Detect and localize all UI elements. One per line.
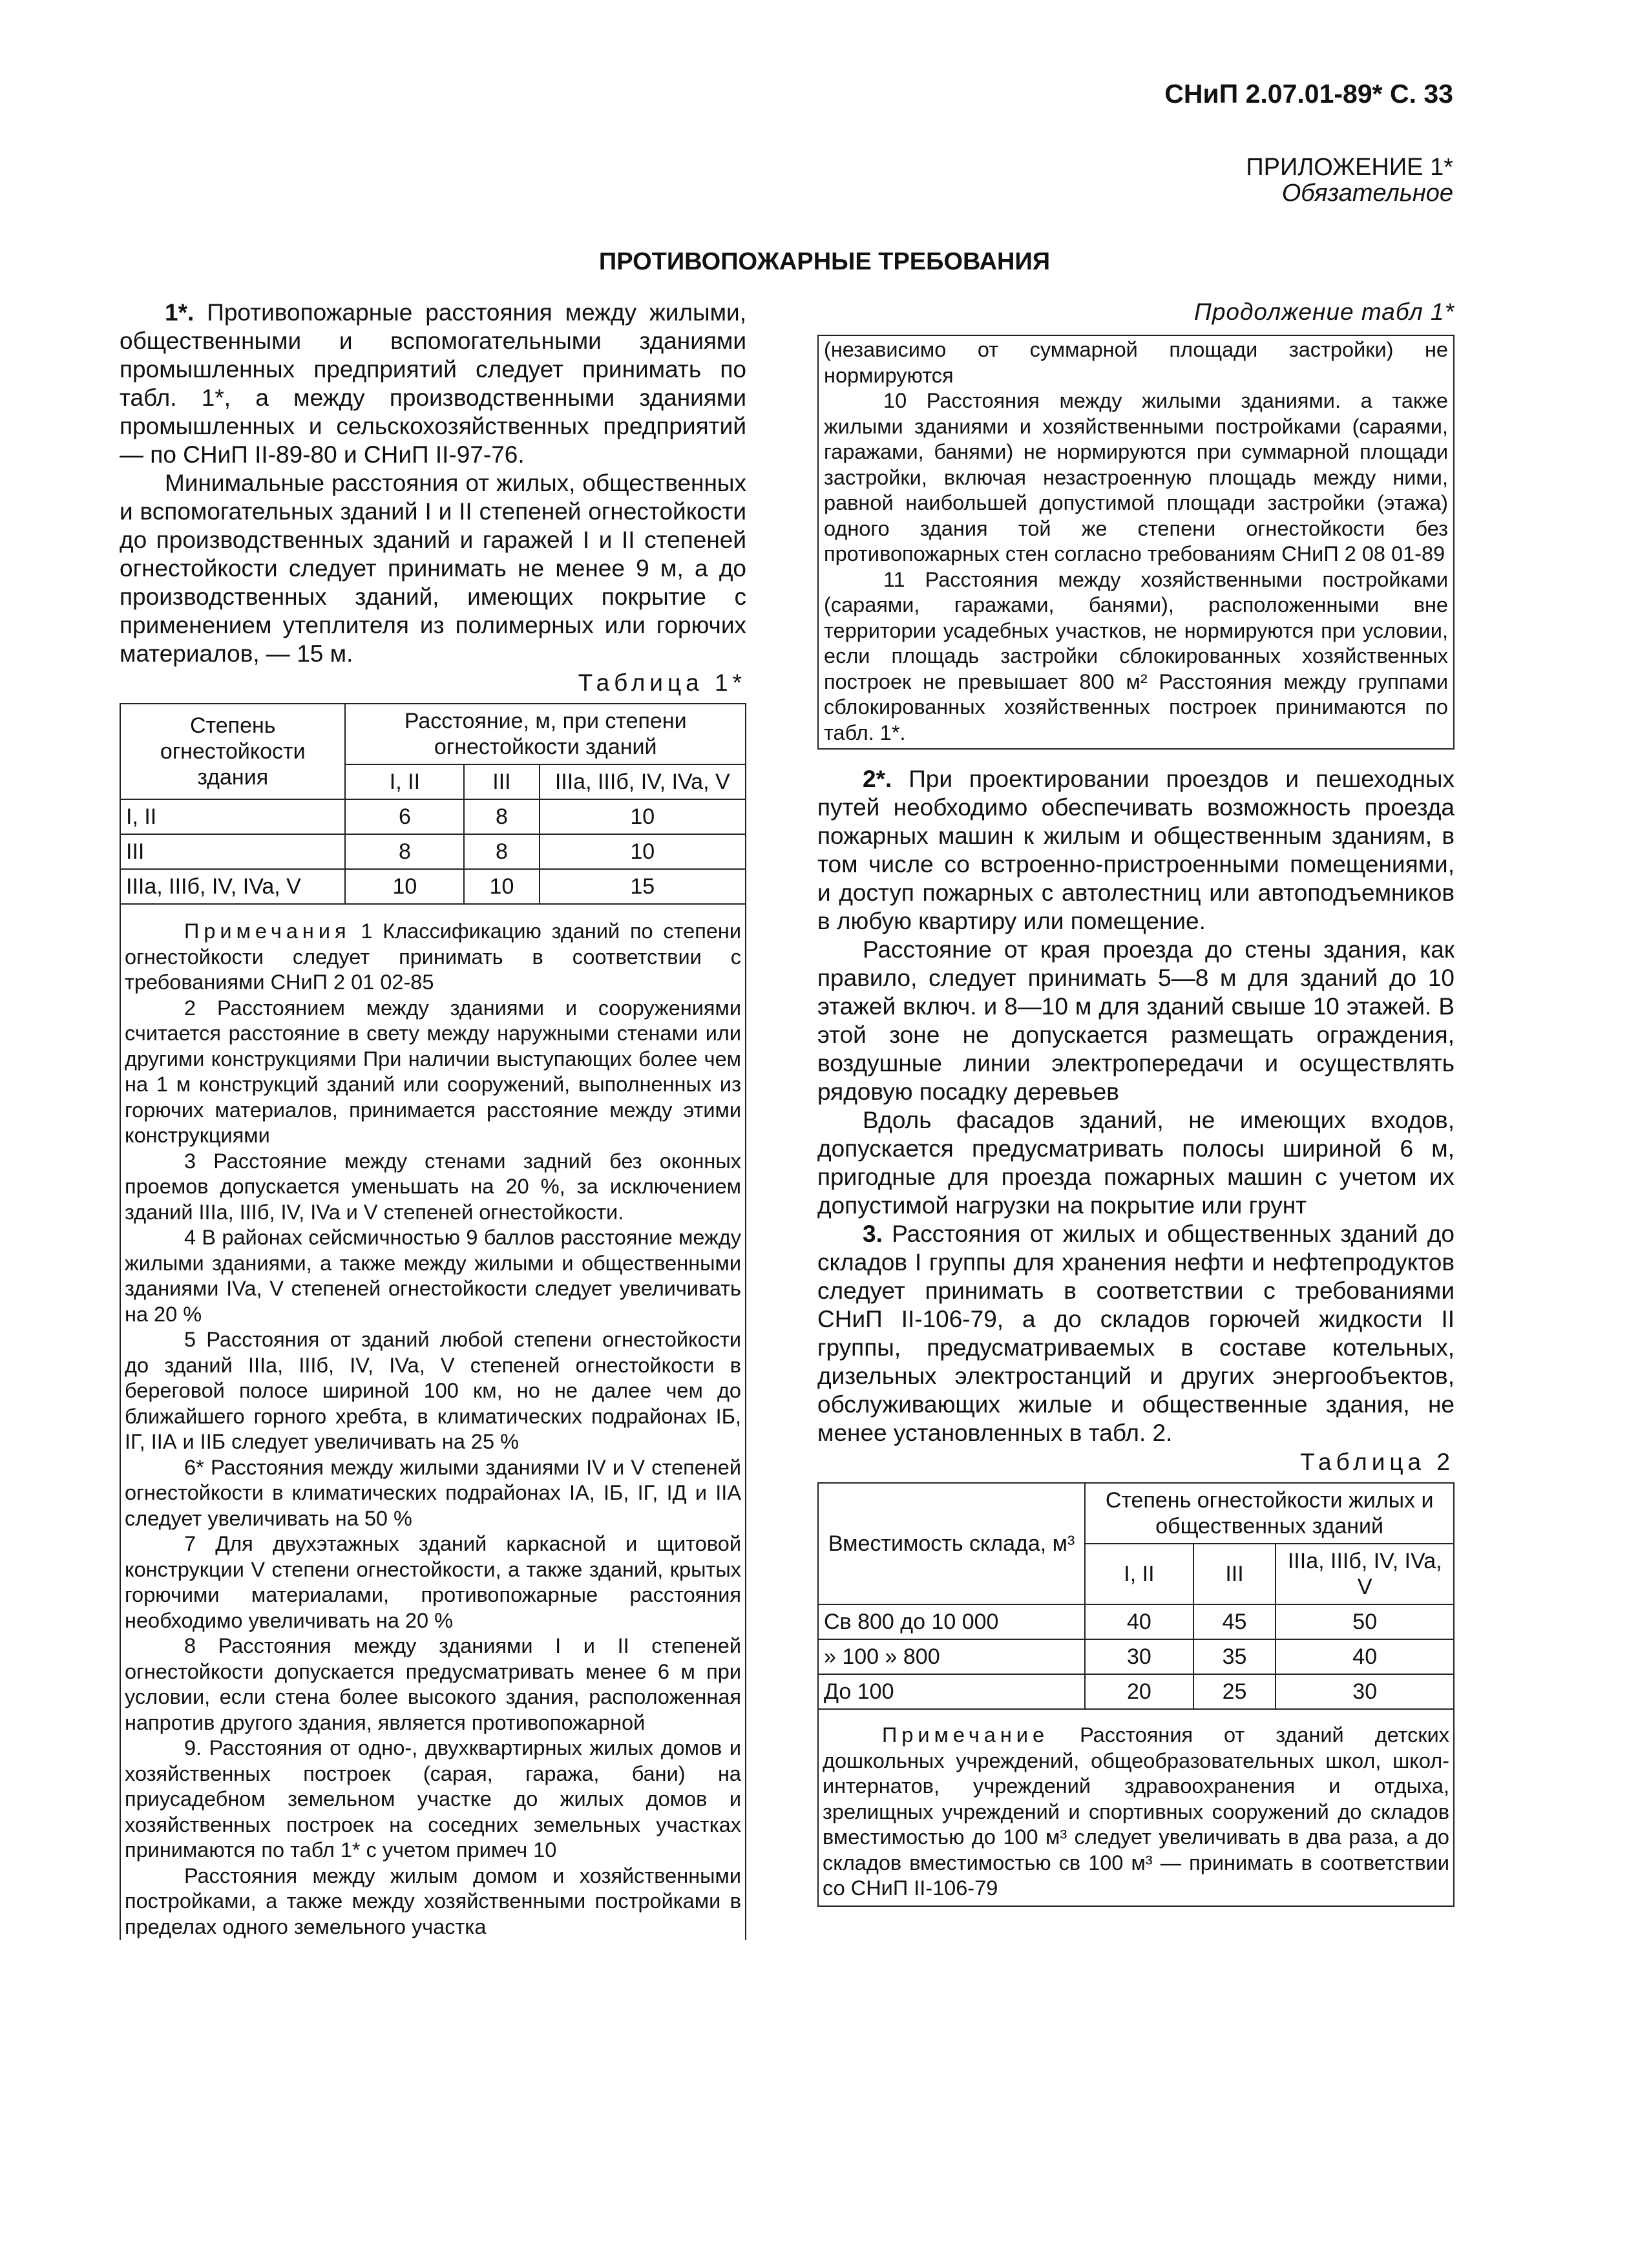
table-2 xyxy=(817,1482,1455,1710)
paragraph-1-text: Противопожарные расстояния между жилыми, общественными и вспомогательными зданиями промышленных предприятий следует принимать по табл. 1*, а между производственными зданиями промышленных и сельскохозяйственных предприятий — по СНиП II-89-80 и СНиП II-97-76. xyxy=(120,299,747,468)
note-10: 10 Расстояния между жилыми зданиями. а также жилыми зданиями и хозяйственными постройками (сараями, гаражами, банями) не нормируются при суммарной площади застройки, включая незастроенную площадь между ними, равной наибольшей допустимой площади застройки (этажа) одного здания той же степени огнестойкости без противопожарных стен согласно требованиям СНиП 2 08 01-89 xyxy=(824,389,1448,565)
table-cell: Св 800 до 10 000 xyxy=(818,1604,1085,1639)
table-cell: 30 xyxy=(1276,1674,1454,1709)
left-column xyxy=(120,299,746,1940)
table-cell: III xyxy=(120,834,345,869)
table-cell: 10 xyxy=(540,799,746,834)
table-cell: 30 xyxy=(1085,1639,1193,1674)
note-9: 9. Расстояния от одно-, двухквартирных жилых домов и хозяйственных построек (сарая, гаража, бани) на приусадебном земельном участке до жилых домов и хозяйственных построек на соседних земельных участках принимаются по табл 1* с учетом примеч 10 xyxy=(125,1736,741,1862)
table-cell: 45 xyxy=(1193,1604,1276,1639)
appendix-status: Обязательное xyxy=(1281,180,1453,207)
table-1-continuation-label: Продолжение табл 1* xyxy=(1194,299,1455,325)
table-2-notes xyxy=(817,1710,1455,1907)
note-9-continued: Расстояния между жилым домом и хозяйственными постройками, а также между хозяйственными постройками в пределах одного земельного участка xyxy=(125,1864,741,1938)
table-1-header-col0: Степень огнестойкости здания xyxy=(120,704,345,799)
note-5: 5 Расстояния от зданий любой степени огнестойкости до зданий IIIa, IIIб, IV, IVa, V степеней огнестойкости в береговой полосе шириной 100 км, но не далее чем до ближайшего горного хребта, в климатических подрайонах IБ, IГ, IIА и IIБ следует увеличивать на 25 % xyxy=(125,1328,741,1453)
note-1: Примечания 1 Классификацию зданий по степени огнестойкости следует принимать в соответствии с требованиями СНиП 2 01 02-85 xyxy=(125,919,742,994)
note-7: 7 Для двухэтажных зданий каркасной и щитовой конструкции V степени огнестойкости, а также зданий, крытых горючими материалами, противопожарные расстояния необходимо увеличивать на 20 % xyxy=(125,1532,741,1632)
table-cell: 8 xyxy=(464,834,539,869)
table-cell: » 100 » 800 xyxy=(818,1639,1085,1674)
table-cell: IIIa, IIIб, IV, IVa, V xyxy=(120,869,345,904)
note-11: 11 Расстояния между хозяйственными постройками (сараями, гаражами, банями), расположенными вне территории усадебных участков, не нормируются при условии, если площадь застройки сблокированных хозяйственных построек не превышает 800 м² Расстояния между группами сблокированных хозяйственных построек принимаются по табл. 1*. xyxy=(824,567,1448,744)
paragraph-1 xyxy=(120,299,746,469)
table-cell: 10 xyxy=(464,869,539,904)
note-3: 3 Расстояние между стенами задний без оконных проемов допускается уменьшать на 20 %, за исключением зданий IIIa, IIIб, IV, IVa и V степеней огнестойкости. xyxy=(125,1149,741,1224)
table-2-label: Таблица 2 xyxy=(1300,1449,1455,1475)
table-cell: До 100 xyxy=(818,1674,1085,1709)
table-row xyxy=(120,869,746,904)
table-1-continuation xyxy=(817,335,1455,750)
table-cell: 50 xyxy=(1276,1604,1454,1639)
table-row xyxy=(818,1639,1454,1674)
table-2-header-col0: Вместимость склада, м³ xyxy=(818,1483,1085,1604)
table-cell: 8 xyxy=(464,799,539,834)
table-cell: 6 xyxy=(345,799,464,834)
table-cell: 20 xyxy=(1085,1674,1193,1709)
table-cell: 35 xyxy=(1193,1639,1276,1674)
note-4: 4 В районах сейсмичностью 9 баллов расстояние между жилыми зданиями, а также между жилыми и общественными зданиями IVa, V степеней огнестойкости следует увеличивать на 20 % xyxy=(125,1226,741,1326)
table-row xyxy=(818,1604,1454,1639)
table-2-subheader: III xyxy=(1193,1544,1276,1604)
paragraph-facades: Вдоль фасадов зданий, не имеющих входов, допускается предусматривать полосы шириной 6 м, пригодные для проезда пожарных машин с учетом их допустимой нагрузки на покрытие или грунт xyxy=(817,1107,1455,1219)
table-2-note: Примечание Расстояния от зданий детских дошкольных учреждений, общеобразовательных школ, школ-интернатов, учреждений здравоохранения и отдыха, зрелищных учреждений и спортивных сооружений до складов вместимостью до 100 м³ следует увеличивать в два раза, а до складов вместимостью св 100 м³ — принимать в соответствии со СНиП II-106-79 xyxy=(823,1723,1449,1900)
table-1-label: Таблица 1* xyxy=(578,669,746,696)
paragraph-3-number: 3. xyxy=(863,1221,883,1247)
table-row xyxy=(120,799,746,834)
table-cell: 25 xyxy=(1193,1674,1276,1709)
table-cell: 8 xyxy=(345,834,464,869)
table-cell: 15 xyxy=(540,869,746,904)
paragraph-1-number: 1*. xyxy=(165,299,194,326)
table-1 xyxy=(120,703,746,905)
paragraph-3: 3. Расстояния от жилых и общественных зданий до складов I группы для хранения нефти и нефтепродуктов следует принимать в соответствии с требованиями СНиП II-106-79, а до складов горючей жидкости II группы, предусматриваемых в составе котельных, дизельных электростанций и других энергообъектов, обслуживающих жилые и общественные здания, не менее установленных в табл. 2. xyxy=(817,1221,1455,1446)
table-cell: 10 xyxy=(540,834,746,869)
document-reference: СНиП 2.07.01-89* С. 33 xyxy=(1164,79,1453,109)
paragraph-2-number: 2*. xyxy=(863,766,892,792)
paragraph-min-distances-text: Минимальные расстояния от жилых, общественных и вспомогательных зданий I и II степеней огнестойкости до производственных зданий и гаражей I и II степеней огнестойкости следует принимать не менее 9 м, а до производственных зданий, имеющих покрытие с применением утеплителя из полимерных или горючих материалов, — 15 м. xyxy=(120,470,746,667)
table-2-header-group: Степень огнестойкости жилых и общественных зданий xyxy=(1085,1483,1454,1544)
table-1-subheader: IIIa, IIIб, IV, IVa, V xyxy=(540,764,746,799)
table-1-subheader: I, II xyxy=(345,764,464,799)
page-title: ПРОТИВОПОЖАРНЫЕ ТРЕБОВАНИЯ xyxy=(598,248,1051,275)
table-cell: 40 xyxy=(1085,1604,1193,1639)
table-row xyxy=(818,1674,1454,1709)
appendix-label: ПРИЛОЖЕНИЕ 1* xyxy=(1246,154,1453,181)
table-1-notes xyxy=(120,905,746,1940)
note-heading: Примечание xyxy=(882,1723,1049,1747)
right-column xyxy=(817,299,1455,1907)
paragraph-min-distances xyxy=(120,469,746,668)
notes-heading: Примечания xyxy=(184,919,351,943)
table-1-subheader: III xyxy=(464,764,539,799)
table-cell: 10 xyxy=(345,869,464,904)
table-1-header-group: Расстояние, м, при степени огнестойкости зданий xyxy=(345,704,746,764)
note-6: 6* Расстояния между жилыми зданиями IV и V степеней огнестойкости в климатических подрайонах IА, IБ, IГ, IД и IIА следует увеличивать на 50 % xyxy=(125,1455,741,1530)
paragraph-2: 2*. При проектировании проездов и пешеходных путей необходимо обеспечивать возможность проезда пожарных машин к жилым и общественным зданиям, в том числе со встроенно-пристроенными помещениями, и доступ пожарных с автолестниц или автоподъемников в любую квартиру или помещение. xyxy=(817,766,1455,934)
note-8: 8 Расстояния между зданиями I и II степеней огнестойкости допускается предусматривать менее 6 м при условии, если стена более высокого здания, расположенная напротив другого здания, является противопожарной xyxy=(125,1634,741,1734)
note-continuation: (независимо от суммарной площади застройки) не нормируются xyxy=(824,338,1448,387)
note-2: 2 Расстоянием между зданиями и сооружениями считается расстояние в свету между наружными стенами или другими конструкциями При наличии выступающих более чем на 1 м конструкций зданий или сооружений, выполненных из горючих материалов, принимается расстояние между этими конструкциями xyxy=(125,996,741,1147)
table-row xyxy=(120,834,746,869)
paragraph-driveway: Расстояние от края проезда до стены здания, как правило, следует принимать 5—8 м для зданий до 10 этажей включ. и 8—10 м для зданий свыше 10 этажей. В этой зоне не допускается размещать ограждения, воздушные линии электропередачи и осуществлять рядовую посадку деревьев xyxy=(817,936,1455,1105)
table-2-subheader: I, II xyxy=(1085,1544,1193,1604)
table-cell: 40 xyxy=(1276,1639,1454,1674)
table-2-subheader: IIIa, IIIб, IV, IVa, V xyxy=(1276,1544,1454,1604)
table-cell: I, II xyxy=(120,799,345,834)
